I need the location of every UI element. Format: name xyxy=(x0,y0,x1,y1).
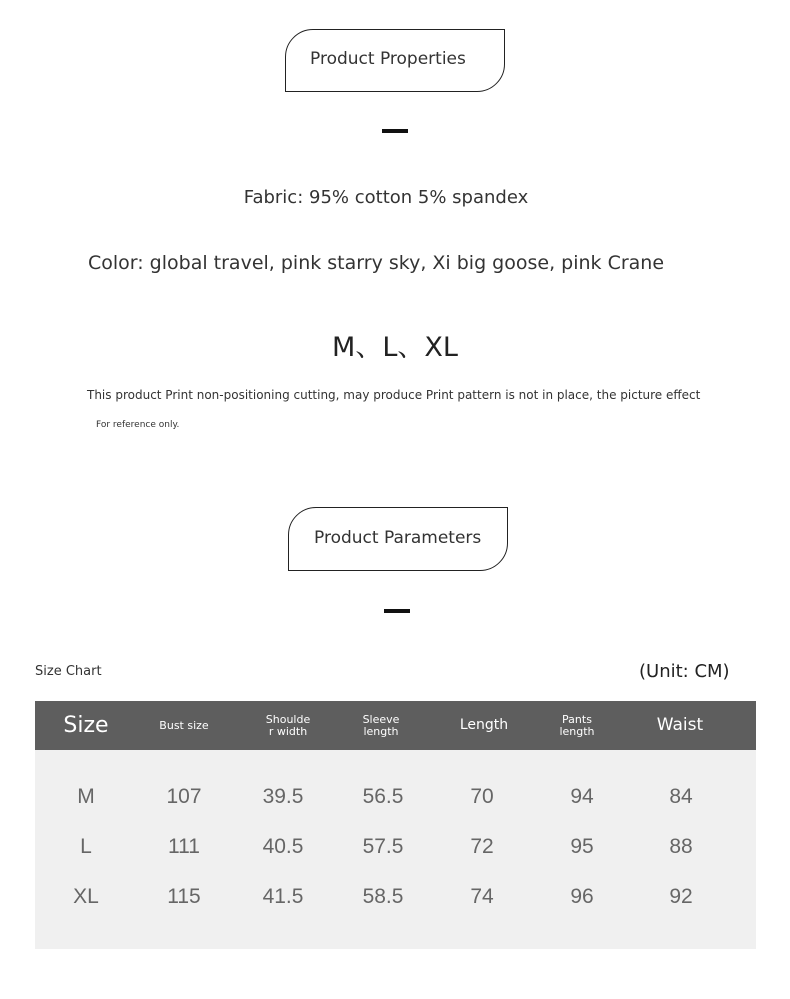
print-note: This product Print non-positioning cutting, may produce Print pattern is not in place, the picture effect xyxy=(87,388,701,402)
cell-pants: 94 xyxy=(570,785,594,808)
size-table-body xyxy=(35,750,756,949)
header-length: Length xyxy=(459,717,509,734)
product-properties-title: Product Properties xyxy=(310,49,466,69)
color-text: Color: global travel, pink starry sky, Xi big goose, pink Crane xyxy=(87,252,665,274)
cell-bust: 111 xyxy=(168,835,200,858)
section-divider xyxy=(382,129,408,133)
fabric-text: Fabric: 95% cotton 5% spandex xyxy=(243,187,529,208)
cell-sleeve: 58.5 xyxy=(362,885,404,908)
cell-pants: 96 xyxy=(570,885,594,908)
cell-shoulder: 41.5 xyxy=(262,885,304,908)
sizes-text: M、L、XL xyxy=(332,332,458,363)
header-sleeve-length: Sleeve length xyxy=(362,712,400,738)
size-table-header xyxy=(35,701,756,750)
cell-bust: 107 xyxy=(166,785,202,808)
cell-length: 72 xyxy=(470,835,494,858)
cell-size: XL xyxy=(73,885,99,908)
product-properties-badge xyxy=(285,29,505,92)
header-size: Size xyxy=(63,712,109,738)
reference-note: For reference only. xyxy=(96,420,180,430)
unit-label: (Unit: CM) xyxy=(639,661,730,682)
product-parameters-badge xyxy=(288,507,508,571)
header-pants-length: Pants length xyxy=(559,712,595,738)
product-parameters-title: Product Parameters xyxy=(314,528,482,548)
size-chart-label: Size Chart xyxy=(35,664,102,679)
cell-waist: 88 xyxy=(669,835,693,858)
cell-size: L xyxy=(80,835,92,858)
header-bust-size: Bust size xyxy=(159,718,209,732)
cell-sleeve: 56.5 xyxy=(362,785,404,808)
header-waist: Waist xyxy=(656,714,704,735)
cell-length: 74 xyxy=(470,885,494,908)
section-divider xyxy=(384,609,410,613)
cell-shoulder: 40.5 xyxy=(262,835,304,858)
cell-shoulder: 39.5 xyxy=(262,785,304,808)
header-shoulder-width: Shoulde r width xyxy=(265,712,311,738)
cell-waist: 92 xyxy=(669,885,693,908)
cell-pants: 95 xyxy=(570,835,594,858)
cell-size: M xyxy=(77,785,95,808)
cell-length: 70 xyxy=(470,785,494,808)
cell-waist: 84 xyxy=(669,785,693,808)
cell-sleeve: 57.5 xyxy=(362,835,404,858)
cell-bust: 115 xyxy=(167,885,201,908)
